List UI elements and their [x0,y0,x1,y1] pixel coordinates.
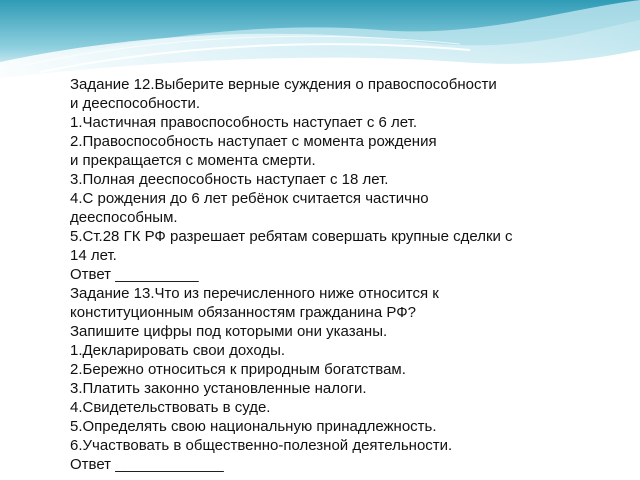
task-13-heading-continued: конституционным обязанностям гражданина РФ? [70,304,416,321]
task-13-option-6: 6.Участвовать в общественно-полезной деятельности. [70,437,453,454]
task-12-answer-line: Ответ __________ [70,266,199,283]
task-13-option-3: 3.Платить законно установленные налоги. [70,380,367,397]
task-12-option-1: 1.Частичная правоспособность наступает с 6 лет. [70,114,417,131]
task-13-answer-line: Ответ _____________ [70,456,224,473]
task-13-option-2: 2.Бережно относиться к природным богатствам. [70,361,406,378]
task-12-option-3: 3.Полная дееспособность наступает с 18 лет. [70,171,389,188]
task-13-option-4: 4.Свидетельствовать в суде. [70,399,271,416]
task-12-option-5-continued: 14 лет. [70,247,117,264]
task-13-option-1: 1.Декларировать свои доходы. [70,342,286,359]
task-13-instruction: Запишите цифры под которыми они указаны. [70,323,388,340]
task-12-option-2: 2.Правоспособность наступает с момента рождения [70,133,437,150]
task-13-option-5: 5.Определять свою национальную принадлежность. [70,418,437,435]
task-12-heading: Задание 12.Выберите верные суждения о правоспособности [70,76,497,93]
task-12-heading-continued: и дееспособности. [70,95,201,112]
task-text [70,75,630,474]
task-13-heading: Задание 13.Что из перечисленного ниже относится к [70,285,439,302]
task-12-option-5: 5.Ст.28 ГК РФ разрешает ребятам совершать крупные сделки с [70,228,513,245]
task-12-option-4-continued: дееспособным. [70,209,178,226]
task-12-option-4: 4.С рождения до 6 лет ребёнок считается частично [70,190,429,207]
decorative-wave-banner [0,0,640,80]
task-12-option-2-continued: и прекращается с момента смерти. [70,152,316,169]
